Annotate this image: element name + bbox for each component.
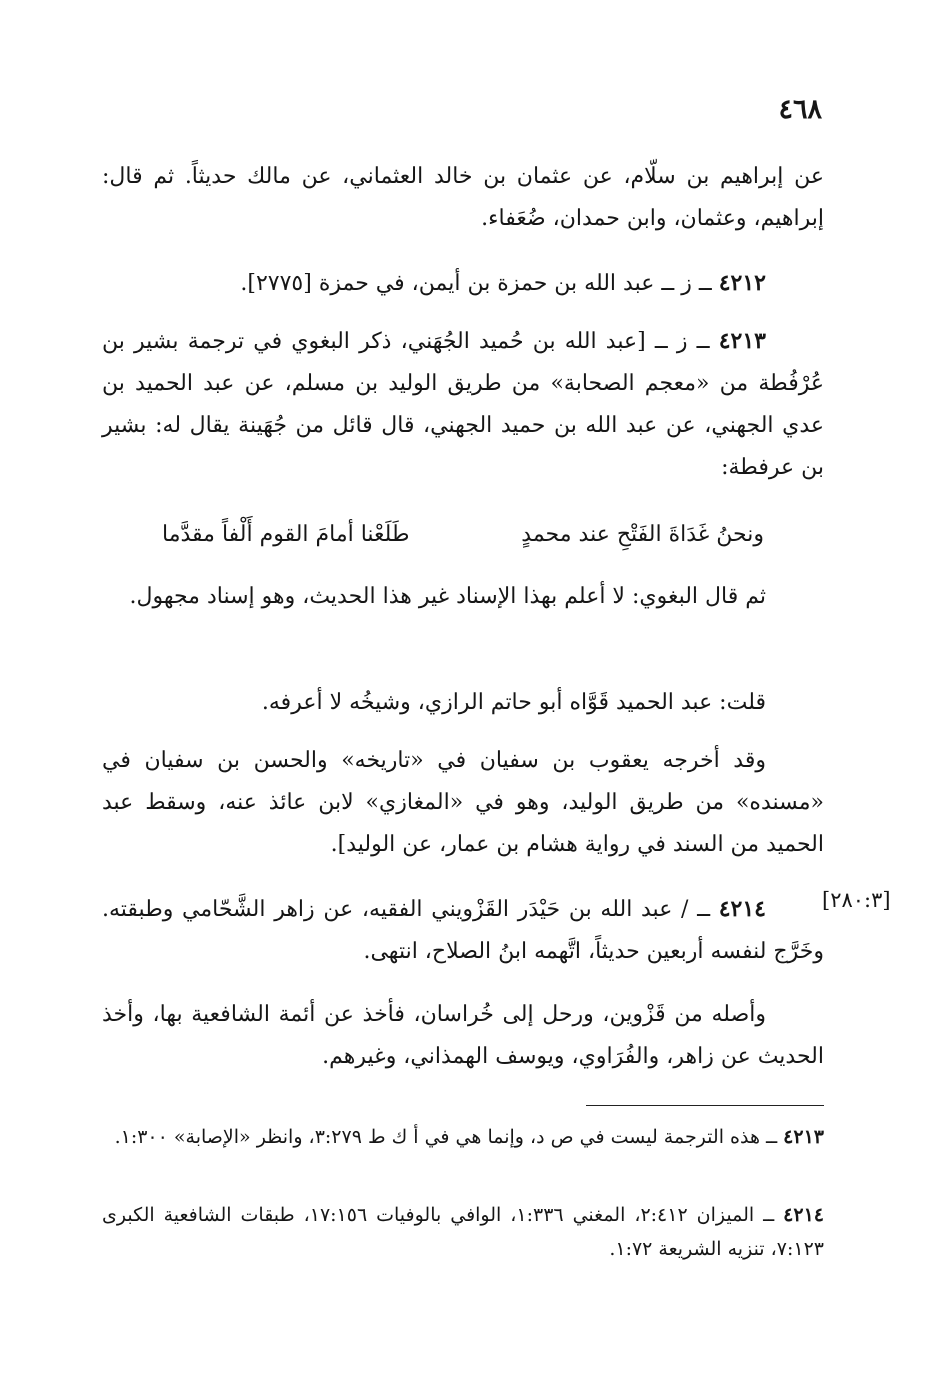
poem-verse <box>102 514 824 556</box>
paragraph-qultu <box>102 682 824 724</box>
paragraph-akhrajahu <box>102 740 824 866</box>
footnote-4214 <box>102 1198 824 1266</box>
entry-number: ٤٢١٤ <box>718 896 766 922</box>
entry-text: ــ ز ــ [عبد الله بن حُميد الجُهَني، ذكر البغوي في ترجمة بشير بن عُرْفُطة من «معجم الصحابة» من طريق الوليد بن مسلم، عن عبد الحميد بن عدي الجهني، عن عبد الله بن حميد الجهني، قال قائل من جُهَينة يقال له: بشير بن عرفطة: <box>102 329 824 480</box>
entry-number: ٤٢١٢ <box>718 270 766 296</box>
footnote-text: ــ الميزان ٢:٤١٢، المغني ١:٣٣٦، الوافي بالوفيات ١٧:١٥٦، طبقات الشافعية الكبرى ٧:١٢٣، تنزيه الشريعة ١:٧٢. <box>102 1204 824 1260</box>
entry-number: ٤٢١٣ <box>718 328 766 354</box>
footnote-number: ٤٢١٣ <box>783 1126 824 1148</box>
page-number: ٤٦٨ <box>778 94 822 125</box>
poem-first-hemistich: ونحنُ غَدَاةَ الفَتْحِ عند محمدٍ <box>521 522 764 547</box>
footnote-text: ــ هذه الترجمة ليست في ص د، وإنما هي في أ ك ط ٣:٢٧٩، وانظر «الإصابة» ١:٣٠٠. <box>114 1126 784 1148</box>
paragraph-text: ثم قال البغوي: لا أعلم بهذا الإسناد غير هذا الحديث، وهو إسناد مجهول. <box>129 584 766 609</box>
footnote-number: ٤٢١٤ <box>783 1204 824 1226</box>
paragraph-baghawi <box>102 576 824 618</box>
margin-reference: [٢٨٠:٣] <box>822 888 891 912</box>
paragraph-asluhu <box>102 994 824 1078</box>
footnote-separator <box>586 1105 824 1106</box>
entry-4213 <box>102 320 824 489</box>
paragraph-text: وأصله من قَزْوين، ورحل إلى خُراسان، فأخذ عن أئمة الشافعية بها، وأخذ الحديث عن زاهر، والفُرَاوي، ويوسف الهمذاني، وغيرهم. <box>102 1002 824 1069</box>
paragraph-text: وقد أخرجه يعقوب بن سفيان في «تاريخه» والحسن بن سفيان في «مسنده» من طريق الوليد، وهو في «المغازي» لابن عائذ عنه، وسقط عبد الحميد من السند في رواية هشام بن عمار، عن الوليد]. <box>102 748 824 857</box>
poem-second-hemistich: طَلَعْنا أمامَ القوم أَلْفاً مقدَّما <box>162 522 410 547</box>
entry-text: ــ ز ــ عبد الله بن حمزة بن أيمن، في حمزة [٢٧٧٥]. <box>240 271 719 296</box>
entry-4212 <box>102 262 824 305</box>
entry-text: ــ / عبد الله بن حَيْدَر القَزْويني الفقيه، عن زاهر الشَّحّامي وطبقته. وخَرَّج لنفسه أربعين حديثاً، اتَّهمه ابنُ الصلاح، انتهى. <box>102 897 824 964</box>
footnote-4213 <box>102 1120 824 1154</box>
entry-4214 <box>102 888 824 973</box>
paragraph-ibrahim <box>102 156 824 240</box>
paragraph-text: عن إبراهيم بن سلّام، عن عثمان بن خالد العثماني، عن مالك حديثاً. ثم قال: إبراهيم، وعثمان، وابن حمدان، ضُعَفاء. <box>102 164 824 231</box>
paragraph-text: قلت: عبد الحميد قَوَّاه أبو حاتم الرازي، وشيخُه لا أعرفه. <box>261 690 766 715</box>
